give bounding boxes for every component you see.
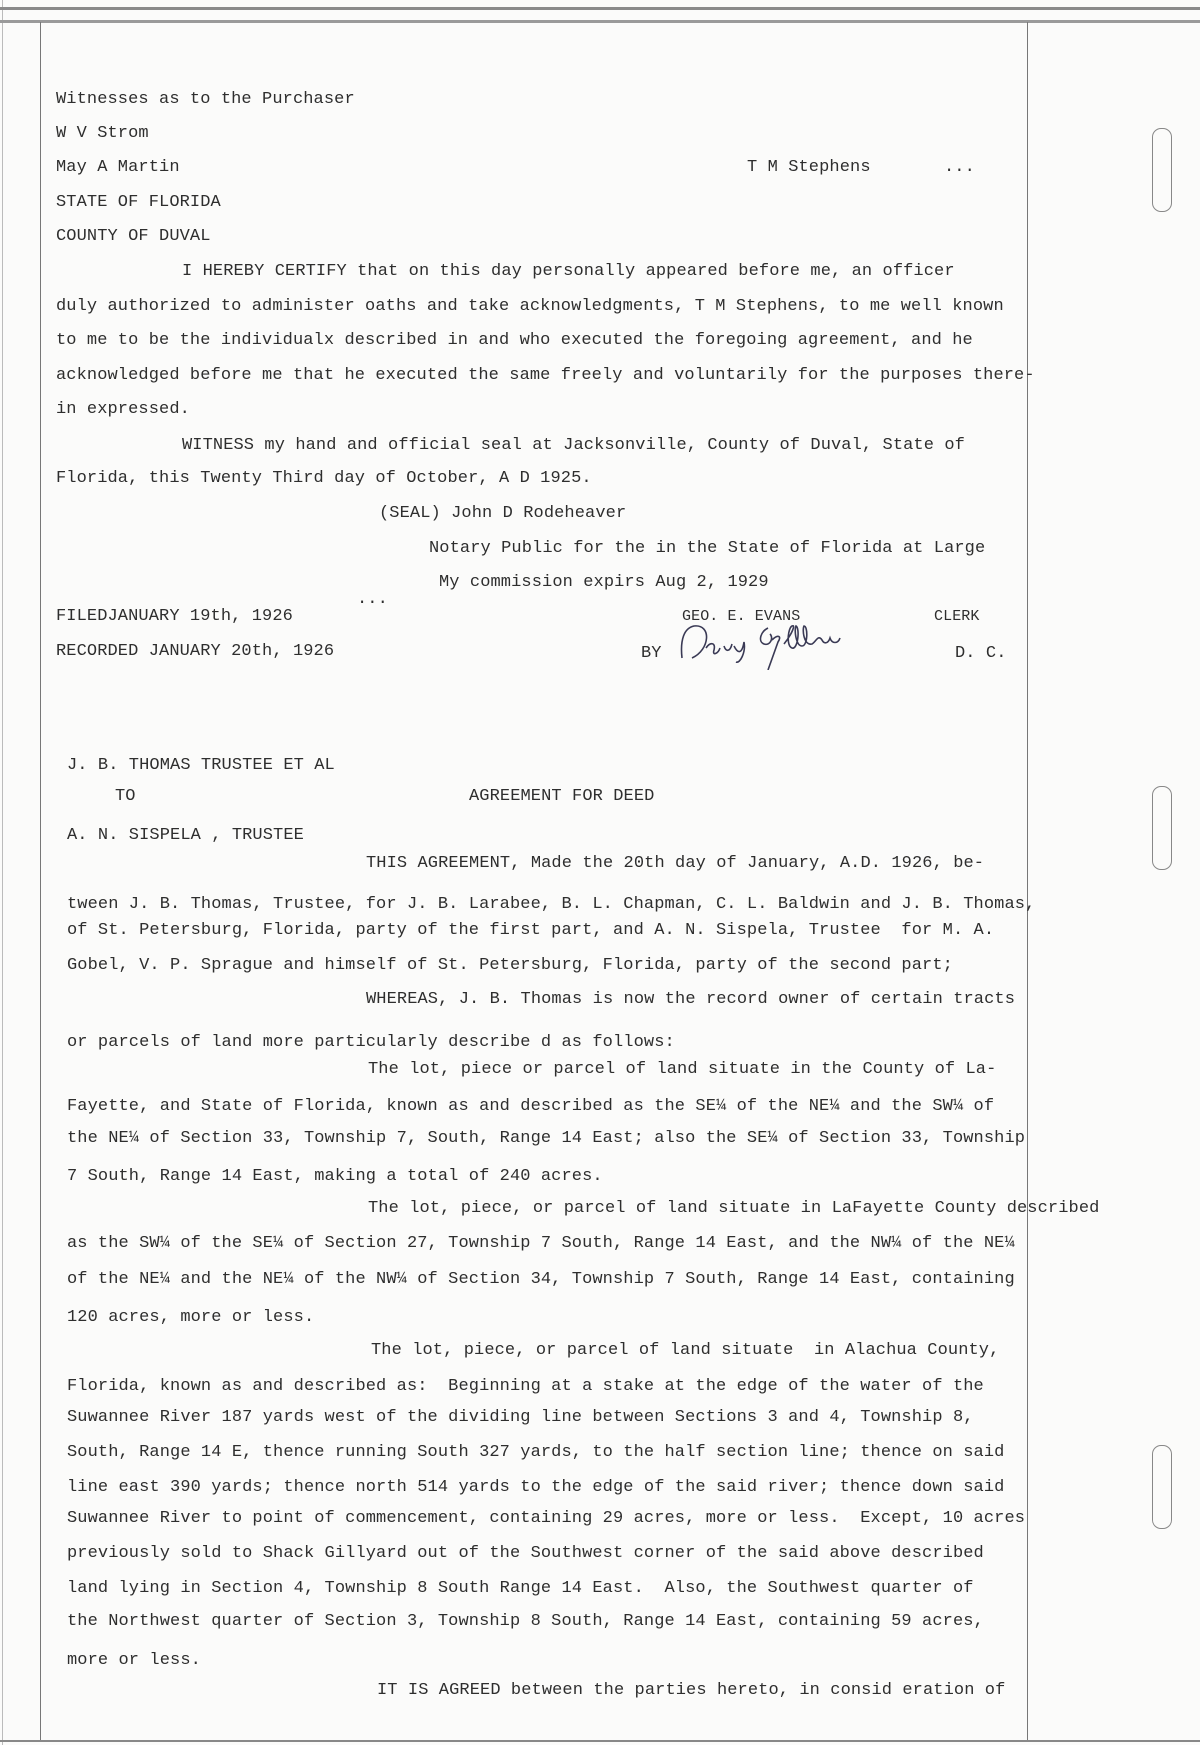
agreement-text: Suwannee River to point of commencement, containing 29 acres, more or less. Except, 10 acres: [67, 1509, 1026, 1528]
document-title: AGREEMENT FOR DEED: [469, 787, 655, 806]
by-label: BY: [641, 644, 662, 663]
agreement-text: the Northwest quarter of Section 3, Township 8 South, Range 14 East, containing 59 acres,: [67, 1612, 984, 1631]
agreement-text: WHEREAS, J. B. Thomas is now the record owner of certain tracts: [366, 990, 1016, 1009]
top-border-inner: [0, 20, 1200, 23]
county-heading: COUNTY OF DUVAL: [56, 227, 211, 246]
agreement-text: The lot, piece, or parcel of land situate in LaFayette County described: [368, 1199, 1100, 1218]
agreement-text: 7 South, Range 14 East, making a total of 240 acres.: [67, 1167, 603, 1186]
notary-seal-name: (SEAL) John D Rodeheaver: [379, 504, 627, 523]
ellipsis-mark: ...: [944, 158, 975, 177]
agreement-text: the NE¼ of Section 33, Township 7, South, Range 14 East; also the SE¼ of Section 33, Township: [67, 1129, 1026, 1148]
agreement-text: Florida, known as and described as: Beginning at a stake at the edge of the water of the: [67, 1377, 984, 1396]
deputy-clerk-signature: [672, 620, 932, 670]
to-label: TO: [115, 787, 136, 806]
agreement-text: Suwannee River 187 yards west of the dividing line between Sections 3 and 4, Township 8,: [67, 1408, 974, 1427]
agreement-text: Fayette, and State of Florida, known as and described as the SE¼ of the NE¼ and the SW¼ of: [67, 1097, 995, 1116]
left-margin-line: [40, 22, 41, 1742]
witness-clause: WITNESS my hand and official seal at Jacksonville, County of Duval, State of: [182, 436, 965, 455]
clerk-name: GEO. E. EVANS: [682, 608, 801, 625]
agreement-text: of St. Petersburg, Florida, party of the first part, and A. N. Sispela, Trustee for M. A.: [67, 921, 995, 940]
certificate-text: I HEREBY CERTIFY that on this day personally appeared before me, an officer: [182, 262, 955, 281]
agreement-text: IT IS AGREED between the parties hereto, in consid eration of: [377, 1681, 1006, 1700]
agreement-text: THIS AGREEMENT, Made the 20th day of January, A.D. 1926, be-: [366, 854, 985, 873]
right-margin-line: [1027, 22, 1028, 1742]
certificate-text: acknowledged before me that he executed the same freely and voluntarily for the purposes there-: [56, 366, 1035, 385]
binder-hole-icon: [1152, 128, 1172, 212]
witnesses-heading: Witnesses as to the Purchaser: [56, 90, 355, 109]
agreement-text: The lot, piece or parcel of land situate in the County of La-: [368, 1060, 997, 1079]
agreement-text: of the NE¼ and the NE¼ of the NW¼ of Section 34, Township 7 South, Range 14 East, containing: [67, 1270, 1015, 1289]
agreement-text: 120 acres, more or less.: [67, 1308, 315, 1327]
agreement-text: as the SW¼ of the SE¼ of Section 27, Township 7 South, Range 14 East, and the NW¼ of the NE¼: [67, 1234, 1015, 1253]
clerk-title: CLERK: [934, 608, 980, 625]
bottom-border: [0, 1740, 1200, 1742]
state-heading: STATE OF FLORIDA: [56, 193, 221, 212]
signer-name: T M Stephens: [747, 158, 871, 177]
agreement-text: The lot, piece, or parcel of land situate in Alachua County,: [371, 1341, 1000, 1360]
deputy-clerk-abbrev: D. C.: [955, 644, 1007, 663]
certificate-text: to me to be the individualx described in and who executed the foregoing agreement, and he: [56, 331, 973, 350]
recorded-date: RECORDED JANUARY 20th, 1926: [56, 642, 335, 661]
witness-name: W V Strom: [56, 124, 149, 143]
notary-title: Notary Public for the in the State of Florida at Large: [429, 539, 986, 558]
page-edge: [2, 0, 3, 1745]
agreement-text: land lying in Section 4, Township 8 South Range 14 East. Also, the Southwest quarter of: [67, 1579, 974, 1598]
binder-hole-icon: [1152, 1445, 1172, 1529]
agreement-text: tween J. B. Thomas, Trustee, for J. B. Larabee, B. L. Chapman, C. L. Baldwin and J. B. Thomas,: [67, 895, 1036, 914]
grantor-heading: J. B. THOMAS TRUSTEE ET AL: [67, 756, 335, 775]
agreement-text: Gobel, V. P. Sprague and himself of St. Petersburg, Florida, party of the second part;: [67, 956, 953, 975]
witness-name: May A Martin: [56, 158, 180, 177]
grantee-heading: A. N. SISPELA , TRUSTEE: [67, 826, 304, 845]
witness-clause: Florida, this Twenty Third day of October, A D 1925.: [56, 469, 592, 488]
certificate-text: duly authorized to administer oaths and take acknowledgments, T M Stephens, to me well known: [56, 297, 1004, 316]
agreement-text: or parcels of land more particularly describe d as follows:: [67, 1033, 675, 1052]
binder-hole-icon: [1152, 786, 1172, 870]
top-border: [0, 7, 1200, 10]
agreement-text: line east 390 yards; thence north 514 yards to the edge of the said river; thence down said: [67, 1478, 1005, 1497]
certificate-text: in expressed.: [56, 400, 190, 419]
agreement-text: South, Range 14 E, thence running South 327 yards, to the half section line; thence on said: [67, 1443, 1005, 1462]
agreement-text: previously sold to Shack Gillyard out of the Southwest corner of the said above described: [67, 1544, 984, 1563]
ellipsis-mark: ...: [357, 590, 388, 609]
agreement-text: more or less.: [67, 1651, 201, 1670]
filed-date: FILEDJANUARY 19th, 1926: [56, 607, 293, 626]
commission-expiry: My commission expirs Aug 2, 1929: [439, 573, 769, 592]
